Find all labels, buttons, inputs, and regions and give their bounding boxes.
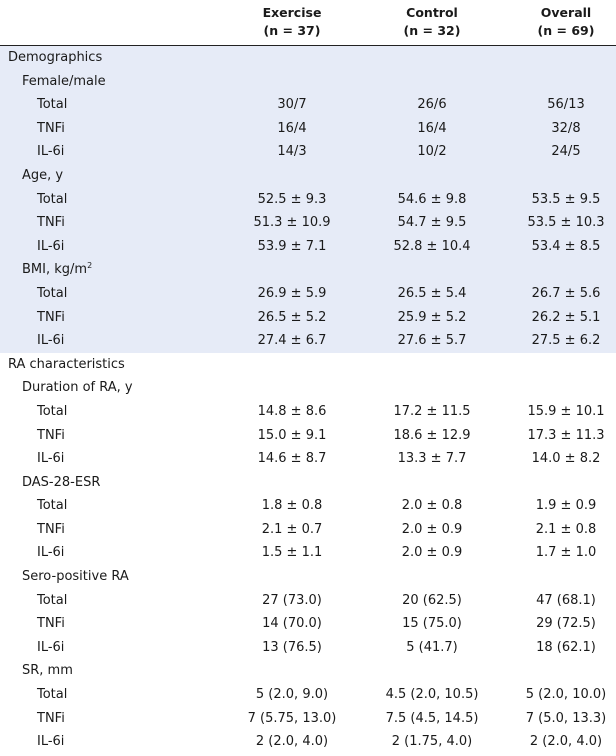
table-row [0, 612, 616, 636]
row-label: TNFi [37, 521, 65, 537]
header-exercise [232, 4, 352, 40]
cell-exercise: 1.8 ± 0.8 [261, 498, 323, 514]
table-row [0, 306, 616, 330]
table-row [0, 494, 616, 518]
section-title: Demographics [8, 50, 103, 65]
cell-control: 10/2 [417, 144, 447, 160]
group-label [22, 376, 133, 400]
group-label-text: Sero-positive RA [22, 569, 129, 585]
cell-control: 54.6 ± 9.8 [397, 191, 467, 207]
cell-control: 16/4 [417, 120, 447, 136]
table-header [0, 0, 616, 46]
cell-control: 2 (1.75, 4.0) [391, 734, 473, 750]
group-label-text: Female/male [22, 73, 106, 89]
cell-exercise: 52.5 ± 9.3 [257, 191, 327, 207]
table-row [0, 400, 616, 424]
cell-overall: 18 (62.1) [536, 639, 596, 655]
header-exercise-label: Exercise [262, 5, 322, 20]
group-label-text: BMI, kg/m [22, 262, 88, 278]
group-row [0, 471, 616, 495]
table-row [0, 117, 616, 141]
section-row [0, 353, 616, 377]
group-row [0, 70, 616, 94]
cell-overall: 2.1 ± 0.8 [535, 521, 597, 537]
cell-overall: 7 (5.0, 13.3) [525, 710, 607, 726]
cell-overall: 26.7 ± 5.6 [531, 285, 601, 301]
cell-overall: 27.5 ± 6.2 [531, 333, 601, 349]
cell-exercise: 16/4 [277, 120, 307, 136]
row-label: Total [37, 592, 68, 608]
cell-control: 2.0 ± 0.9 [401, 521, 463, 537]
cell-exercise: 15.0 ± 9.1 [257, 427, 327, 443]
row-label: Total [37, 97, 68, 113]
section-title: RA characteristics [8, 356, 125, 372]
cell-overall: 14.0 ± 8.2 [531, 451, 601, 467]
group-label-text: Duration of RA, y [22, 380, 133, 396]
cell-control: 2.0 ± 0.8 [401, 498, 463, 514]
table-row [0, 447, 616, 471]
table-row [0, 683, 616, 707]
cell-control: 2.0 ± 0.9 [401, 545, 463, 561]
group-row [0, 659, 616, 683]
table-row [0, 329, 616, 353]
row-label: IL-6i [37, 333, 65, 349]
row-label: Total [37, 687, 68, 703]
row-label: Total [37, 191, 68, 207]
table-row [0, 140, 616, 164]
header-overall-n: (n = 69) [537, 23, 595, 38]
header-overall-label: Overall [540, 5, 592, 20]
header-control-n: (n = 32) [403, 23, 461, 38]
cell-control: 5 (41.7) [406, 639, 458, 655]
row-label: IL-6i [37, 451, 65, 467]
row-label: Total [37, 403, 68, 419]
row-label: TNFi [37, 215, 65, 231]
cell-control: 13.3 ± 7.7 [397, 451, 467, 467]
cell-exercise: 14.8 ± 8.6 [257, 403, 327, 419]
row-label: TNFi [37, 710, 65, 726]
row-label: TNFi [37, 427, 65, 443]
group-label-text: Age, y [22, 167, 64, 183]
group-label [22, 164, 63, 188]
table-row [0, 730, 616, 754]
header-control-label: Control [406, 5, 458, 20]
row-label: Total [37, 498, 68, 514]
row-label: IL-6i [37, 545, 65, 561]
cell-control: 4.5 (2.0, 10.5) [385, 687, 479, 703]
cell-exercise: 13 (76.5) [262, 639, 322, 655]
table-row [0, 235, 616, 259]
group-row [0, 258, 616, 282]
cell-exercise: 7 (5.75, 13.0) [247, 710, 337, 726]
cell-exercise: 14.6 ± 8.7 [257, 451, 327, 467]
cell-overall: 1.7 ± 1.0 [535, 545, 597, 561]
group-label-text: SR, mm [22, 663, 73, 679]
cell-control: 52.8 ± 10.4 [393, 238, 471, 254]
cell-control: 15 (75.0) [402, 616, 462, 632]
cell-exercise: 1.5 ± 1.1 [261, 545, 323, 561]
cell-exercise: 51.3 ± 10.9 [253, 215, 331, 231]
group-row [0, 376, 616, 400]
cell-overall: 29 (72.5) [536, 616, 596, 632]
cell-exercise: 2 (2.0, 4.0) [255, 734, 329, 750]
cell-overall: 53.4 ± 8.5 [531, 238, 601, 254]
row-label: IL-6i [37, 144, 65, 160]
header-overall [506, 4, 616, 40]
group-row [0, 164, 616, 188]
cell-overall: 2 (2.0, 4.0) [529, 734, 603, 750]
table-row [0, 282, 616, 306]
group-label [22, 70, 106, 94]
cell-overall: 47 (68.1) [536, 592, 596, 608]
group-label-superscript: 2 [87, 261, 93, 271]
table-row [0, 424, 616, 448]
row-label: Total [37, 285, 68, 301]
table-row [0, 636, 616, 660]
table-body [0, 46, 616, 754]
cell-exercise: 27 (73.0) [262, 592, 322, 608]
cell-overall: 53.5 ± 10.3 [527, 215, 605, 231]
cell-exercise: 26.9 ± 5.9 [257, 285, 327, 301]
cell-exercise: 2.1 ± 0.7 [261, 521, 323, 537]
table-row [0, 211, 616, 235]
cell-exercise: 14 (70.0) [262, 616, 322, 632]
cell-overall: 32/8 [551, 120, 581, 136]
row-label: TNFi [37, 616, 65, 632]
cell-control: 26.5 ± 5.4 [397, 285, 467, 301]
cell-overall: 56/13 [547, 97, 585, 113]
group-label [22, 659, 73, 683]
table-row [0, 188, 616, 212]
group-label [22, 258, 92, 282]
cell-control: 7.5 (4.5, 14.5) [385, 710, 479, 726]
cell-overall: 15.9 ± 10.1 [527, 403, 605, 419]
header-control [372, 4, 492, 40]
cell-exercise: 5 (2.0, 9.0) [255, 687, 329, 703]
header-exercise-n: (n = 37) [263, 23, 321, 38]
cell-control: 18.6 ± 12.9 [393, 427, 471, 443]
row-label: IL-6i [37, 734, 65, 750]
group-label [22, 471, 100, 495]
cell-overall: 1.9 ± 0.9 [535, 498, 597, 514]
table-row [0, 707, 616, 731]
table-row [0, 518, 616, 542]
cell-exercise: 27.4 ± 6.7 [257, 333, 327, 349]
cell-exercise: 53.9 ± 7.1 [257, 238, 327, 254]
row-label: IL-6i [37, 238, 65, 254]
cell-exercise: 14/3 [277, 144, 307, 160]
cell-control: 26/6 [417, 97, 447, 113]
cell-overall: 24/5 [551, 144, 581, 160]
section-row [0, 46, 616, 70]
table-row [0, 541, 616, 565]
cell-overall: 53.5 ± 9.5 [531, 191, 601, 207]
group-label-text: DAS-28-ESR [22, 474, 101, 490]
cell-control: 54.7 ± 9.5 [397, 215, 467, 231]
table-row [0, 93, 616, 117]
cell-overall: 17.3 ± 11.3 [527, 427, 605, 443]
row-label: TNFi [37, 120, 65, 136]
table-row [0, 589, 616, 613]
group-row [0, 565, 616, 589]
row-label: TNFi [37, 309, 65, 325]
cell-exercise: 26.5 ± 5.2 [257, 309, 327, 325]
cell-overall: 26.2 ± 5.1 [531, 309, 601, 325]
row-label: IL-6i [37, 639, 65, 655]
cell-control: 27.6 ± 5.7 [397, 333, 467, 349]
cell-control: 25.9 ± 5.2 [397, 309, 467, 325]
cell-control: 20 (62.5) [402, 592, 462, 608]
cell-exercise: 30/7 [277, 97, 307, 113]
cell-control: 17.2 ± 11.5 [393, 403, 471, 419]
cell-overall: 5 (2.0, 10.0) [525, 687, 607, 703]
group-label [22, 565, 129, 589]
